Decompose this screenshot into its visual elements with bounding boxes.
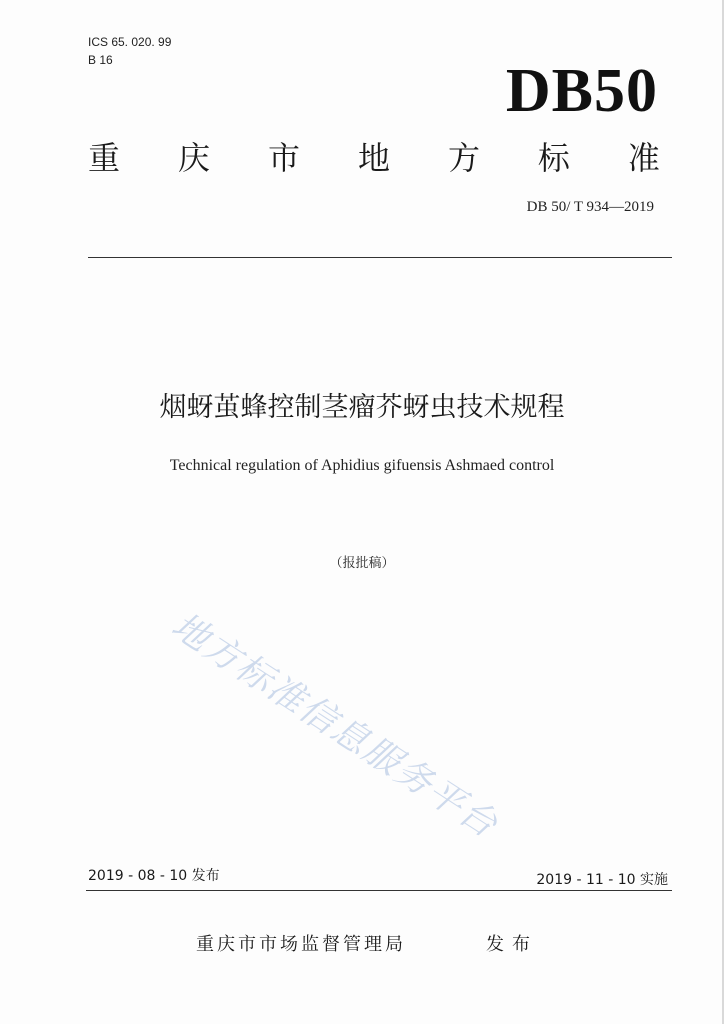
db-mark-logo: DB50 [505,57,658,125]
header-divider [88,257,672,258]
document-title-english: Technical regulation of Aphidius gifuensis Ashmaed control [169,457,555,474]
classification-codes [88,33,171,69]
issue-date: 2019 - 08 - 10 发布 [88,868,220,884]
document-title-chinese: 烟蚜茧蜂控制茎瘤芥蚜虫技术规程 [159,392,565,423]
ics-code: ICS 65. 020. 99 [88,35,172,49]
standard-type-char: 重 [88,139,121,177]
standard-number: DB 50/ T 934—2019 [526,199,654,215]
standard-type-char: 准 [627,139,660,177]
standard-type-char: 方 [447,139,480,177]
issuing-action: 发布 [486,934,538,955]
issuing-authority: 重庆市市场监督管理局 [196,934,406,955]
standard-type-char: 地 [357,139,390,177]
ccs-code: B 16 [88,53,113,67]
implementation-date: 2019 - 11 - 10 实施 [536,872,668,888]
standard-type-heading [88,138,660,178]
footer-divider [86,890,672,891]
standard-type-char: 庆 [177,139,210,177]
draft-status-label: （报批稿） [329,556,395,571]
standard-type-char: 市 [267,139,300,177]
watermark: 地方标准信息服务平台 [164,605,506,847]
standard-type-char: 标 [537,139,570,177]
